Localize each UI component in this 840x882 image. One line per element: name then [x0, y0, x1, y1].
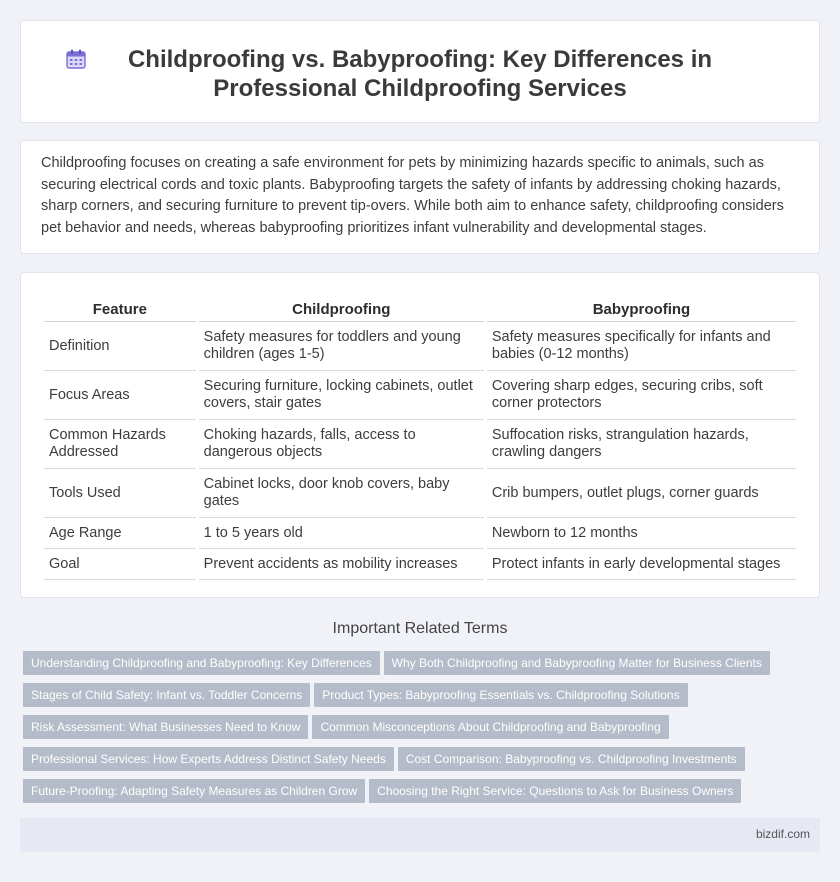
- related-term-tag[interactable]: Why Both Childproofing and Babyproofing Matter for Business Clients: [384, 651, 770, 675]
- table-cell: Definition: [44, 322, 196, 371]
- table-cell: Crib bumpers, outlet plugs, corner guards: [487, 469, 796, 518]
- header-childproofing: Childproofing: [199, 297, 484, 322]
- table-cell: Goal: [44, 549, 196, 580]
- footer-site-link[interactable]: bizdif.com: [755, 827, 810, 841]
- table-cell: Choking hazards, falls, access to dangerous objects: [199, 420, 484, 469]
- table-cell: Common Hazards Addressed: [44, 420, 196, 469]
- related-term-tag[interactable]: Choosing the Right Service: Questions to Ask for Business Owners: [369, 779, 741, 803]
- footer: [20, 818, 820, 852]
- related-term-tag[interactable]: Common Misconceptions About Childproofing and Babyproofing: [312, 715, 668, 739]
- table-row: [44, 518, 796, 549]
- table-cell: Safety measures specifically for infants and babies (0-12 months): [487, 322, 796, 371]
- table-cell: Securing furniture, locking cabinets, outlet covers, stair gates: [199, 371, 484, 420]
- table-cell: 1 to 5 years old: [199, 518, 484, 549]
- related-term-tag[interactable]: Understanding Childproofing and Babyproofing: Key Differences: [23, 651, 380, 675]
- related-term-tag[interactable]: Cost Comparison: Babyproofing vs. Childproofing Investments: [398, 747, 745, 771]
- table-cell: Safety measures for toddlers and young children (ages 1-5): [199, 322, 484, 371]
- header-card: [20, 20, 820, 123]
- table-header-row: [44, 297, 796, 322]
- table-cell: Cabinet locks, door knob covers, baby gates: [199, 469, 484, 518]
- table-row: [44, 322, 796, 371]
- table-row: [44, 420, 796, 469]
- related-term-tag[interactable]: Professional Services: How Experts Address Distinct Safety Needs: [23, 747, 394, 771]
- table-cell: Suffocation risks, strangulation hazards, crawling dangers: [487, 420, 796, 469]
- table-cell: Covering sharp edges, securing cribs, soft corner protectors: [487, 371, 796, 420]
- table-row: [44, 371, 796, 420]
- table-cell: Prevent accidents as mobility increases: [199, 549, 484, 580]
- related-term-tag[interactable]: Product Types: Babyproofing Essentials vs. Childproofing Solutions: [314, 683, 687, 707]
- related-terms-list: [23, 651, 823, 811]
- table-cell: Newborn to 12 months: [487, 518, 796, 549]
- table-cell: Age Range: [44, 518, 196, 549]
- related-term-tag[interactable]: Future-Proofing: Adapting Safety Measures as Children Grow: [23, 779, 365, 803]
- header-feature: Feature: [44, 297, 196, 322]
- table-row: [44, 469, 796, 518]
- table-row: [44, 549, 796, 580]
- related-terms-title: Important Related Terms: [332, 620, 508, 637]
- comparison-card: [20, 272, 820, 598]
- intro-paragraph: Childproofing focuses on creating a safe environment for pets by minimizing hazards specific to animals, such as securing electrical cords and toxic plants. Babyproofing targets the safety of infants by addressing choking hazards, sharp corners, and securing furniture to prevent tip-overs. While both aim to enhance safety, childproofing considers pet behavior and needs, whereas babyproofing prioritizes infant vulnerability and developmental stages.: [41, 155, 784, 236]
- related-term-tag[interactable]: Risk Assessment: What Businesses Need to Know: [23, 715, 308, 739]
- table-cell: Protect infants in early developmental stages: [487, 549, 796, 580]
- table-cell: Tools Used: [44, 469, 196, 518]
- comparison-table: [41, 297, 799, 580]
- table-cell: Focus Areas: [44, 371, 196, 420]
- related-term-tag[interactable]: Stages of Child Safety: Infant vs. Toddler Concerns: [23, 683, 310, 707]
- page-title: Childproofing vs. Babyproofing: Key Differences in Professional Childproofing Services: [127, 46, 713, 102]
- header-babyproofing: Babyproofing: [487, 297, 796, 322]
- intro-card: [20, 140, 820, 254]
